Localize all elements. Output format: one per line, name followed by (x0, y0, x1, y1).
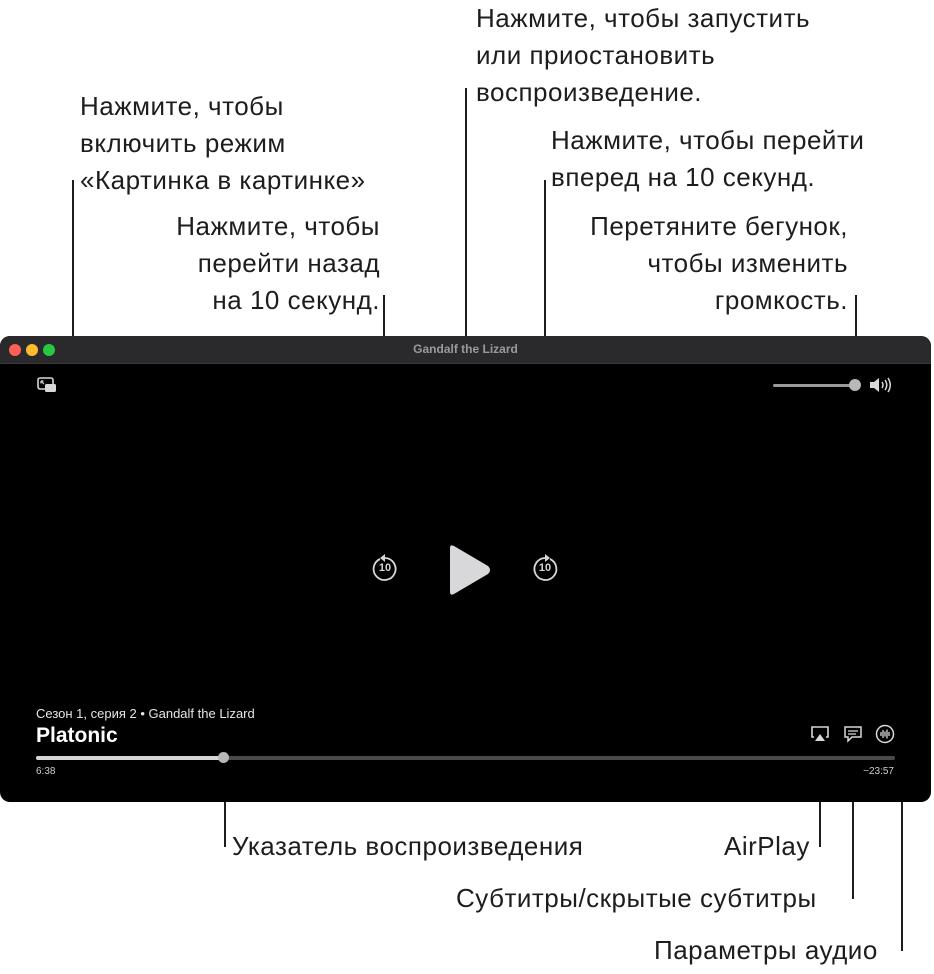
subtitles-icon[interactable] (843, 725, 863, 743)
volume-icon[interactable] (869, 376, 893, 394)
pip-icon[interactable] (37, 377, 57, 393)
skip-back-10-button[interactable] (371, 554, 399, 584)
skip-back-10-label: 10 (378, 562, 392, 574)
player-window (0, 336, 931, 802)
play-icon[interactable] (444, 544, 492, 596)
callout-play-pause: Нажмите, чтобы запустить или приостановить воспроизведение. (476, 3, 811, 107)
callout-playhead: Указатель воспроизведения (232, 831, 584, 861)
callout-skip-forward: Нажмите, чтобы перейти вперед на 10 секунд. (551, 125, 865, 192)
playhead[interactable] (218, 752, 229, 763)
airplay-icon[interactable] (810, 725, 830, 743)
callout-volume: Перетяните бегунок, чтобы изменить громкость. (590, 211, 848, 315)
callout-skip-back: Нажмите, чтобы перейти назад на 10 секунд. (176, 211, 380, 315)
progress-track[interactable] (36, 756, 895, 760)
remaining-time: −23:57 (863, 766, 894, 777)
audio-options-icon[interactable] (875, 724, 895, 744)
elapsed-time: 6:38 (36, 766, 56, 777)
title-bar (0, 336, 931, 364)
callout-subtitles: Субтитры/скрытые субтитры (456, 883, 817, 913)
callout-pip: Нажмите, чтобы включить режим «Картинка в картинке» (80, 91, 366, 195)
window-title: Gandalf the Lizard (413, 342, 518, 356)
show-title: Platonic (36, 724, 118, 747)
episode-info: Сезон 1, серия 2 • Gandalf the Lizard (36, 706, 255, 721)
volume-knob[interactable] (849, 379, 861, 391)
skip-forward-10-button[interactable] (531, 554, 559, 584)
callout-airplay: AirPlay (724, 831, 810, 861)
skip-forward-10-label: 10 (538, 562, 552, 574)
callout-audio: Параметры аудио (654, 935, 878, 965)
volume-slider[interactable] (773, 384, 855, 387)
progress-fill (36, 756, 223, 760)
